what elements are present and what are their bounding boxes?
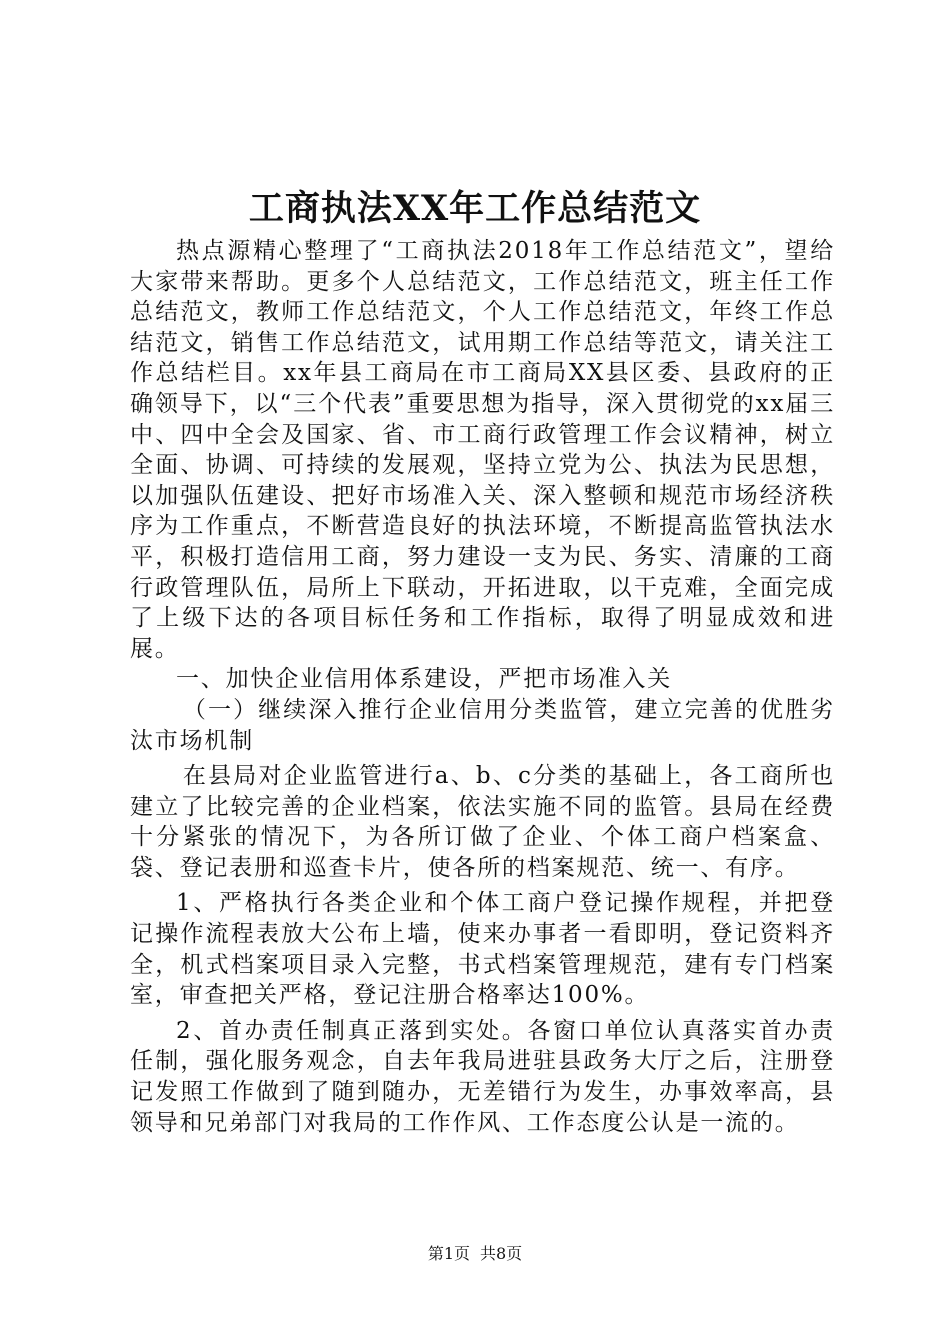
- body-paragraph-3: 2、首办责任制真正落到实处。各窗口单位认真落实首办责任制，强化服务观念，自去年我局进驻县政务大厅之后，注册登记发照工作做到了随到随办，无差错行为发生，办事效率高，县领导和兄弟部门对我局的工作作风、工作态度公认是一流的。: [130, 1017, 835, 1136]
- page-total: 共8页: [480, 1244, 523, 1263]
- intro-paragraph: 热点源精心整理了“工商执法2018年工作总结范文”，望给大家带来帮助。更多个人总结范文，工作总结范文，班主任工作总结范文，教师工作总结范文，个人工作总结范文，年终工作总结范文，销售工作总结范文，试用期工作总结等范文，请关注工作总结栏目。xx年县工商局在市工商局XX县区委、县政府的正确领导下，以“三个代表”重要思想为指导，深入贯彻党的xx届三中、四中全会及国家、省、市工商行政管理工作会议精神，树立全面、协调、可持续的发展观，坚持立党为公、执法为民思想，以加强队伍建设、把好市场准入关、深入整顿和规范市场经济秩序为工作重点，不断营造良好的执法环境，不断提高监管执法水平，积极打造信用工商，努力建设一支为民、务实、清廉的工商行政管理队伍，局所上下联动，开拓进取，以干克难，全面完成了上级下达的各项目标任务和工作指标，取得了明显成效和进展。: [130, 238, 835, 662]
- subsection-heading-1: （一）继续深入推行企业信用分类监管，建立完善的优胜劣汰市场机制: [130, 696, 835, 754]
- document-body: [130, 236, 835, 1138]
- body-paragraph-1: 在县局对企业监管进行a、b、c分类的基础上，各工商所也建立了比较完善的企业档案，依法实施不同的监管。县局在经费十分紧张的情况下，为各所订做了企业、个体工商户档案盒、袋、登记表册和巡查卡片，使各所的档案规范、统一、有序。: [130, 763, 835, 881]
- body-paragraph-2: 1、严格执行各类企业和个体工商户登记操作规程，并把登记操作流程表放大公布上墙，使来办事者一看即明，登记资料齐全，机式档案项目录入完整，书式档案管理规范，建有专门档案室，审查把关严格，登记注册合格率达100%。: [130, 890, 835, 1009]
- page-number: 第1页: [427, 1244, 470, 1263]
- section-heading-1: 一、加快企业信用体系建设，严把市场准入关: [176, 666, 672, 693]
- page-footer: [0, 1242, 950, 1266]
- document-title: 工商执法XX年工作总结范文: [248, 188, 702, 229]
